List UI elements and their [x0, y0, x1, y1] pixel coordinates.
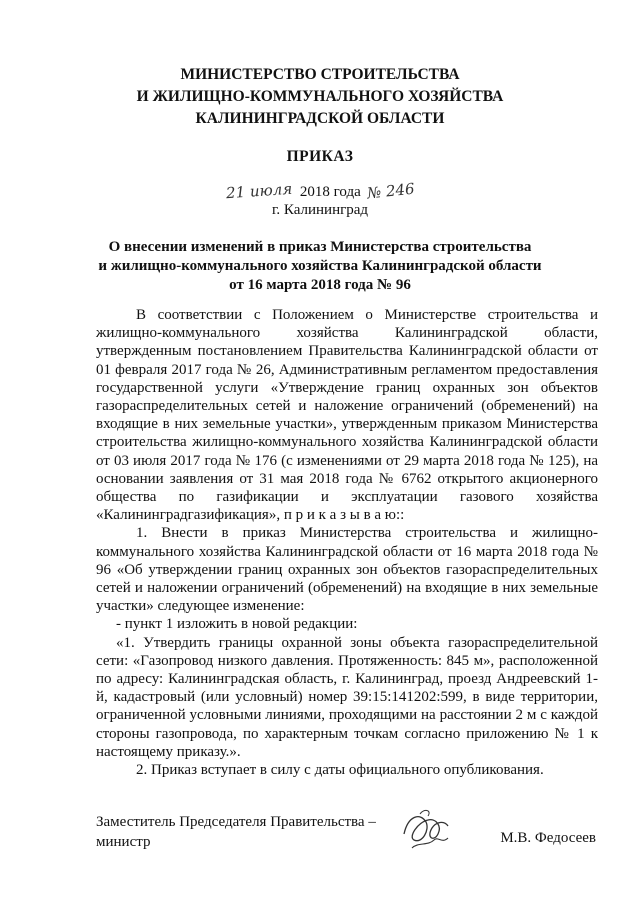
subject-line3: от 16 марта 2018 года № 96 — [229, 277, 411, 293]
ministry-header — [0, 64, 640, 130]
preamble-paragraph: В соответствии с Положением о Министерстве строительства и жилищно-коммунального хозяйства Калининградской области, утвержденным постановлением Правительства Калининградской области от 01 февраля 2017 года № 26, Административным регламентом предоставления государственной услуги «Утверждение границ охранных зон объектов газораспределительных сетей и наложение ограничений (обременений) на входящие в них земельные участки», утвержденным приказом Министерства строительства жилищно-коммунального хозяйства Калининградской области от 03 июля 2017 года № 176 (с изменениями от 29 марта 2018 года № 125), на основании заявления от 31 мая 2018 года № 6762 открытого акционерного общества по газификации и эксплуатации газового хозяйства «Калининградгазификация», п р и к а з ы в а ю:: — [96, 307, 598, 524]
handwritten-number: № 246 — [365, 179, 416, 203]
subject-line2: и жилищно-коммунального хозяйства Калининградской области — [98, 258, 542, 274]
subject-line1: О внесении изменений в приказ Министерства строительства — [108, 239, 532, 255]
document-title: ПРИКАЗ — [286, 148, 354, 165]
document-body — [96, 306, 598, 779]
year-text: 2018 года — [299, 184, 361, 200]
item1-sub-paragraph: - пункт 1 изложить в новой редакции: — [116, 616, 358, 633]
item1-quote-paragraph: «1. Утвердить границы охранной зоны объекта газораспределительной сети: «Газопровод низкого давления. Протяженность: 845 м», расположенной по адресу: Калининградская область, г. Калининград, проезд Андреевский 1-й, кадастровый (или условный) номер 39:15:141202:599, в виде территории, ограниченной условными линиями, проходящими на расстоянии 2 м с каждой стороны газопровода, по характерным точкам согласно приложению № 1 к настоящему приказу.». — [96, 634, 598, 760]
item2-paragraph: 2. Приказ вступает в силу с даты официального опубликования. — [136, 762, 544, 779]
item1-paragraph: 1. Внести в приказ Министерства строительства и жилищно-коммунального хозяйства Калининградской области от 16 марта 2018 года № 96 «Об утверждении границ охранных зон объектов газораспределительных сетей и наложении ограничений (обременений) на входящие в них земельные участки» следующее изменение: — [96, 525, 598, 615]
ministry-header-line3: КАЛИНИНГРАДСКОЙ ОБЛАСТИ — [195, 110, 445, 127]
ministry-header-line1: МИНИСТЕРСТВО СТРОИТЕЛЬСТВА — [180, 66, 460, 83]
handwritten-date: 21 июля — [225, 179, 293, 203]
signatory-position-line1: Заместитель Председателя Правительства – — [96, 814, 376, 830]
signatory-position — [96, 812, 376, 852]
handwritten-signature-icon — [398, 804, 454, 859]
signatory-position-line2: министр — [96, 834, 151, 850]
city: г. Калининград — [271, 202, 369, 218]
signatory-name: М.В. Федосеев — [500, 830, 596, 846]
date-line — [0, 179, 640, 203]
ministry-header-line2: И ЖИЛИЩНО-КОММУНАЛЬНОГО ХОЗЯЙСТВА — [136, 88, 504, 105]
subject-heading — [0, 238, 640, 295]
